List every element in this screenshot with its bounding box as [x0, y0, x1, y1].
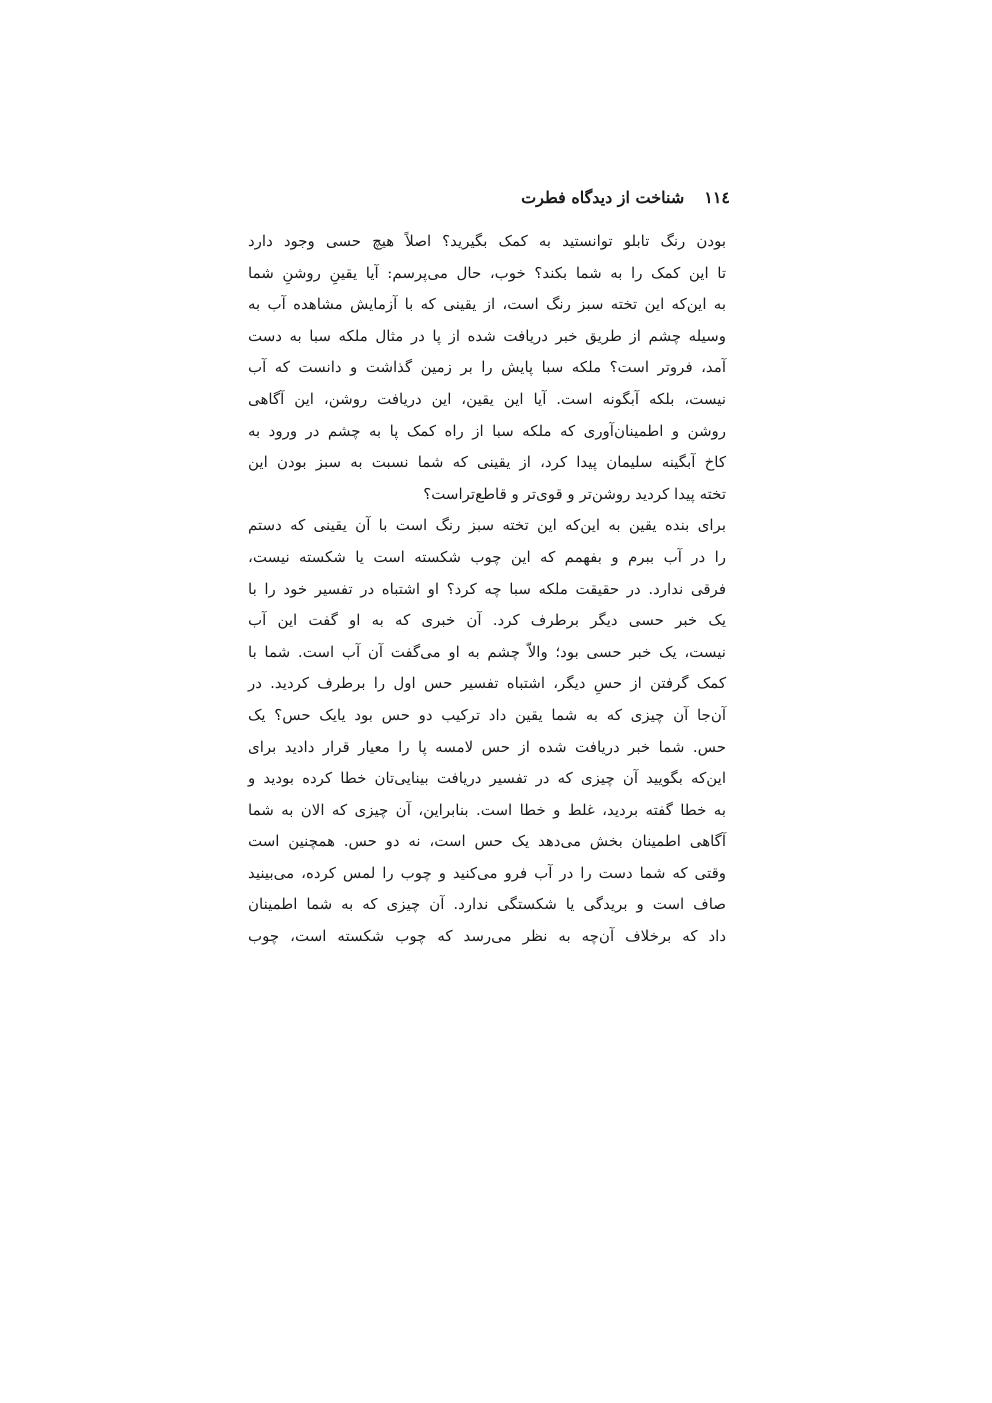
- text-line: آمد، فروتر است؟ ملکه سبا پایش را بر زمین گذاشت و دانست که آب: [248, 358, 726, 377]
- text-line: کمک گرفتن از حسِ دیگر، اشتباه تفسیر حس اول را برطرف کردید. در: [248, 674, 726, 693]
- text-line: این‌که بگویید آن چیزی که در تفسیر دریافت بینایی‌تان خطا کرده بودید و: [248, 769, 726, 788]
- text-line: تا این کمک را به شما بکند؟ خوب، حال می‌پرسم: آیا یقینِ روشنِ شما: [248, 263, 726, 282]
- text-line: آگاهی اطمینان بخش می‌دهد یک حس است، نه دو حس. همچنین است: [248, 832, 726, 851]
- text-line: نیست، یک خبر حسی بود؛ والاّ چشم به او می‌گفت آن آب است. شما با: [248, 642, 726, 661]
- text-line: داد که برخلاف آن‌چه به نظر می‌رسد که چوب شکسته است، چوب: [248, 927, 726, 946]
- text-line: به خطا گفته بردید، غلط و خطا است. بنابراین، آن چیزی که الان به شما: [248, 800, 726, 819]
- body-text: [248, 226, 726, 953]
- text-line: بودن رنگ تابلو توانستید به کمک بگیرید؟ اصلاً هیچ حسی وجود دارد: [248, 232, 726, 250]
- text-line: صاف است و بریدگی یا شکستگی ندارد. آن چیزی که به شما اطمینان: [248, 895, 726, 914]
- text-line: وقتی که شما دست را در آب فرو می‌کنید و چوب را لمس کرده، می‌بینید: [248, 863, 726, 882]
- text-line: کاخ آبگینه سلیمان پیدا کرد، از یقینی که شما نسبت به سبز بودن این: [248, 453, 726, 472]
- running-head: [521, 188, 730, 207]
- text-line: وسیله چشم از طریق خبر دریافت شده از پا در مثال ملکه سبا به دست: [248, 326, 726, 345]
- text-line: تخته پیدا کردید روشن‌تر و قوی‌تر و قاطع‌تراست؟: [423, 484, 726, 503]
- text-line: حس. شما خبر دریافت شده از حس لامسه پا را معیار قرار دادید برای: [248, 737, 726, 756]
- text-line: آن‌جا آن چیزی که به شما یقین داد ترکیب دو حس بود یایک حس؟ یک: [248, 705, 726, 724]
- text-line: برای بنده یقین به این‌که این تخته سبز رنگ است با آن یقینی که دستم: [248, 516, 726, 535]
- text-line: را در آب ببرم و بفهمم که این چوب شکسته است یا شکسته نیست،: [248, 547, 726, 566]
- chapter-title: شناخت از دیدگاه فطرت: [521, 188, 685, 207]
- text-line: فرقی ندارد. در حقیقت ملکه سبا چه کرد؟ او اشتباه در تفسیر خود را با: [248, 579, 726, 598]
- text-line: روشن و اطمینان‌آوری که ملکه سبا از راه کمک پا به چشم در ورود به: [248, 421, 726, 440]
- text-line: به این‌که این تخته سبز رنگ است، از یقینی که با آزمایش مشاهده آب به: [248, 295, 726, 314]
- text-line: نیست، بلکه آبگونه است. آیا این یقین، این دریافت روشن، این آگاهی: [248, 389, 726, 408]
- text-line: یک خبر حسی دیگر برطرف کرد. آن خبری که به او گفت این آب: [248, 611, 726, 630]
- page-number: ۱۱٤: [704, 188, 730, 207]
